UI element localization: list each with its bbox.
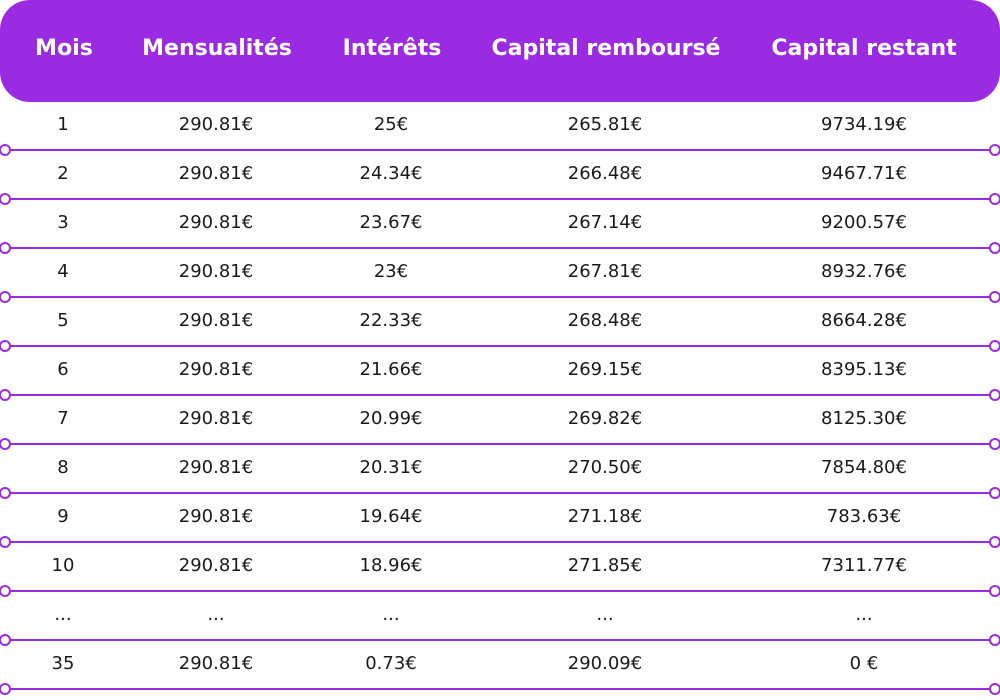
separator-line: [8, 688, 992, 690]
cell-interets: 22.33€: [359, 310, 423, 331]
cell-mensualite: 290.81€: [178, 114, 254, 135]
header-mois: Mois: [35, 36, 93, 61]
cell-mois: ...: [54, 604, 72, 625]
header-mensualites: Mensualités: [142, 36, 292, 61]
cell-mois: 5: [57, 310, 69, 331]
cell-mois: 9: [57, 506, 69, 527]
cell-interets: 18.96€: [359, 555, 423, 576]
cell-capital-rembourse: 265.81€: [567, 114, 643, 135]
cell-capital-restant: 8395.13€: [821, 359, 907, 380]
cell-interets: 24.34€: [359, 163, 423, 184]
header-capital-rembourse: Capital remboursé: [491, 36, 721, 61]
cell-mensualite: 290.81€: [178, 163, 254, 184]
cell-mois: 35: [51, 653, 75, 674]
separator-dot-left: [0, 683, 11, 695]
cell-capital-restant: 7311.77€: [821, 555, 907, 576]
cell-mois: 7: [57, 408, 69, 429]
cell-capital-restant: 8932.76€: [821, 261, 907, 282]
cell-capital-rembourse: 267.81€: [567, 261, 643, 282]
cell-capital-rembourse: 290.09€: [567, 653, 643, 674]
cell-mensualite: 290.81€: [178, 408, 254, 429]
cell-mensualite: 290.81€: [178, 653, 254, 674]
row-separator: [0, 683, 1000, 695]
cell-capital-restant: 8125.30€: [821, 408, 907, 429]
cell-mensualite: 290.81€: [178, 310, 254, 331]
table-header: [0, 0, 1000, 102]
cell-mois: 8: [57, 457, 69, 478]
header-capital-restant: Capital restant: [771, 36, 957, 61]
cell-capital-rembourse: 269.15€: [567, 359, 643, 380]
cell-mois: 4: [57, 261, 69, 282]
cell-interets: 23€: [373, 261, 409, 282]
cell-capital-rembourse: 269.82€: [567, 408, 643, 429]
cell-capital-rembourse: 267.14€: [567, 212, 643, 233]
cell-mensualite: 290.81€: [178, 212, 254, 233]
cell-interets: ...: [382, 604, 400, 625]
cell-interets: 0.73€: [365, 653, 417, 674]
cell-interets: 19.64€: [359, 506, 423, 527]
cell-mois: 10: [51, 555, 75, 576]
cell-mensualite: 290.81€: [178, 555, 254, 576]
cell-capital-rembourse: 268.48€: [567, 310, 643, 331]
cell-capital-restant: 783.63€: [826, 506, 902, 527]
cell-capital-restant: 9200.57€: [821, 212, 907, 233]
cell-mois: 3: [57, 212, 69, 233]
cell-interets: 25€: [373, 114, 409, 135]
header-interets: Intérêts: [342, 36, 442, 61]
cell-capital-restant: ...: [855, 604, 873, 625]
cell-capital-rembourse: 270.50€: [567, 457, 643, 478]
cell-capital-restant: 7854.80€: [821, 457, 907, 478]
cell-interets: 20.31€: [359, 457, 423, 478]
cell-interets: 23.67€: [359, 212, 423, 233]
cell-mensualite: 290.81€: [178, 506, 254, 527]
cell-capital-restant: 9734.19€: [821, 114, 907, 135]
cell-mois: 6: [57, 359, 69, 380]
cell-mois: 2: [57, 163, 69, 184]
cell-mensualite: 290.81€: [178, 359, 254, 380]
cell-capital-restant: 0 €: [849, 653, 879, 674]
cell-mensualite: 290.81€: [178, 457, 254, 478]
separator-dot-right: [989, 683, 1000, 695]
cell-interets: 21.66€: [359, 359, 423, 380]
cell-capital-restant: 8664.28€: [821, 310, 907, 331]
cell-mensualite: 290.81€: [178, 261, 254, 282]
cell-capital-rembourse: 271.18€: [567, 506, 643, 527]
cell-capital-rembourse: ...: [596, 604, 614, 625]
cell-capital-rembourse: 271.85€: [567, 555, 643, 576]
cell-interets: 20.99€: [359, 408, 423, 429]
cell-capital-rembourse: 266.48€: [567, 163, 643, 184]
cell-mensualite: ...: [207, 604, 225, 625]
cell-mois: 1: [57, 114, 69, 135]
cell-capital-restant: 9467.71€: [821, 163, 907, 184]
